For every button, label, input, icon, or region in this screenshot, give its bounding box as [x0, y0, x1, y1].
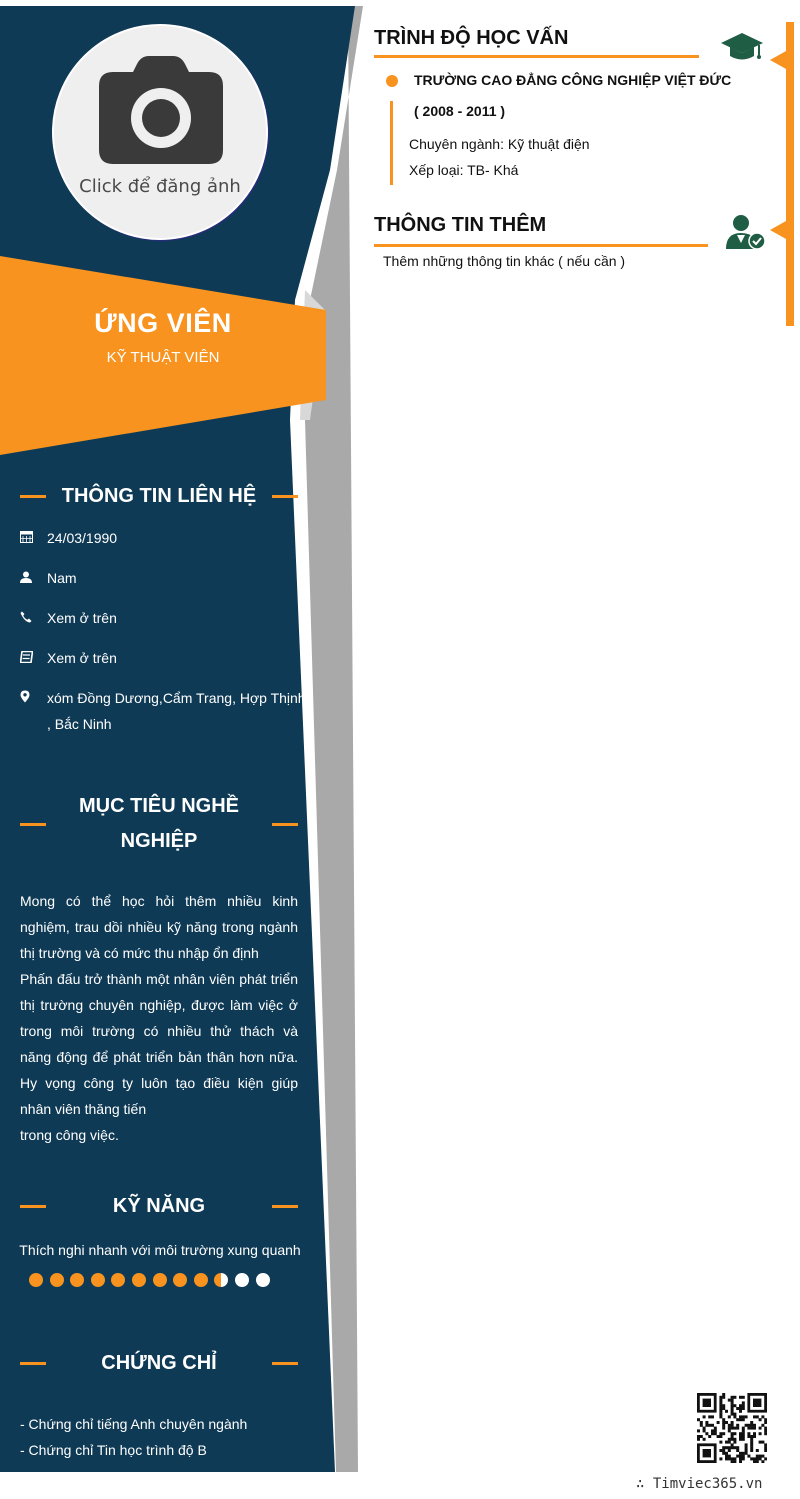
skills-heading-text: KỸ NĂNG	[112, 1195, 206, 1217]
phone-icon	[20, 608, 47, 626]
profile-photo-placeholder[interactable]	[52, 24, 268, 240]
heading-dash-left	[20, 823, 46, 826]
certificate-item: - Chứng chỉ tiếng Anh chuyên ngành	[20, 1416, 248, 1432]
education-years[interactable]: ( 2008 - 2011 )	[414, 103, 506, 119]
objective-paragraph: Mong có thể học hỏi thêm nhiều kinh nghiệm, trau dồi nhiều kỹ năng trong ngành thị trường và có mức thu nhập ổn định	[20, 893, 298, 961]
education-rule	[374, 55, 699, 58]
extra-rule	[374, 244, 708, 247]
certificates-heading-text: CHỨNG CHỈ	[101, 1352, 217, 1374]
contact-heading	[20, 479, 298, 514]
qr-code-icon[interactable]	[697, 1393, 767, 1463]
objective-paragraph: Phấn đấu trở thành một nhân viên phát triển thị trường chuyên nghiệp, được làm việc ở trong môi trường có nhiều thử thách và năng động để phát triển bản thân hơn nữa. Hy vọng công ty luôn tạo điều kiện giúp nhân viên thăng tiến	[20, 971, 298, 1117]
camera-icon	[97, 54, 225, 166]
candidate-role[interactable]: KỸ THUẬT VIÊN	[106, 349, 220, 366]
contact-address	[20, 688, 310, 737]
skill-dot-full	[132, 1273, 146, 1287]
contact-gender	[20, 568, 310, 608]
candidate-name-block	[0, 308, 326, 366]
objective-heading	[20, 789, 298, 859]
extra-text[interactable]: Thêm những thông tin khác ( nếu cần )	[383, 253, 626, 269]
education-major[interactable]: Chuyên ngành: Kỹ thuật điện	[409, 136, 590, 152]
objective-text[interactable]	[20, 888, 298, 1148]
email-icon	[20, 648, 47, 666]
contact-birthday	[20, 528, 310, 568]
calendar-icon	[20, 528, 47, 546]
heading-dash-left	[20, 1362, 46, 1365]
candidate-name[interactable]: ỨNG VIÊN	[94, 308, 232, 338]
skill-name[interactable]: Thích nghi nhanh với môi trường xung quanh	[19, 1242, 301, 1258]
upload-photo-label: Click để đăng ảnh	[79, 176, 241, 197]
graduation-cap-icon	[720, 32, 764, 64]
skill-rating[interactable]	[29, 1273, 276, 1287]
education-timeline-line	[390, 101, 393, 185]
heading-dash-left	[20, 1205, 46, 1208]
contact-email-text[interactable]: Xem ở trên	[47, 650, 117, 666]
certificate-item: - Chứng chỉ Tin học trình độ B	[20, 1442, 207, 1458]
right-accent-pointer	[770, 51, 786, 69]
contact-gender-text[interactable]: Nam	[47, 570, 77, 586]
skill-dot-full	[29, 1273, 43, 1287]
certificates-heading	[20, 1346, 298, 1381]
contact-email	[20, 648, 310, 688]
skill-dot-full	[70, 1273, 84, 1287]
heading-dash-left	[20, 495, 46, 498]
user-check-icon	[726, 214, 766, 250]
heading-dash-right	[272, 1205, 298, 1208]
certificates-list[interactable]	[20, 1411, 247, 1463]
contact-address-text[interactable]: xóm Đồng Dương,Cẩm Trang, Hợp Thịnh , Bắc Ninh	[47, 690, 306, 732]
skill-dot-full	[153, 1273, 167, 1287]
skill-dot-full	[194, 1273, 208, 1287]
heading-dash-right	[272, 495, 298, 498]
objective-paragraph: trong công việc.	[20, 1127, 119, 1143]
skill-dot-empty	[235, 1273, 249, 1287]
skill-dot-full	[91, 1273, 105, 1287]
skill-dot-half	[214, 1273, 228, 1287]
skill-dot-full	[50, 1273, 64, 1287]
contact-birthday-text[interactable]: 24/03/1990	[47, 530, 118, 546]
skill-dot-full	[111, 1273, 125, 1287]
skills-heading	[20, 1189, 298, 1224]
skill-dot-full	[173, 1273, 187, 1287]
extra-heading: THÔNG TIN THÊM	[374, 214, 547, 236]
contact-phone	[20, 608, 310, 648]
contact-list	[20, 528, 310, 737]
heading-dash-right	[272, 1362, 298, 1365]
education-grade[interactable]: Xếp loại: TB- Khá	[409, 162, 519, 178]
education-heading: TRÌNH ĐỘ HỌC VẤN	[374, 27, 569, 49]
education-school[interactable]: TRƯỜNG CAO ĐẲNG CÔNG NGHIỆP VIỆT ĐỨC	[414, 72, 732, 88]
objective-heading-text: MỤC TIÊU NGHỀ NGHIỆP	[79, 795, 239, 852]
contact-phone-text[interactable]: Xem ở trên	[47, 610, 117, 626]
contact-heading-text: THÔNG TIN LIÊN HỆ	[61, 485, 257, 507]
right-accent-bar	[786, 22, 794, 326]
location-icon	[20, 688, 47, 706]
skill-dot-empty	[256, 1273, 270, 1287]
right-accent-pointer	[770, 221, 786, 239]
education-bullet	[386, 75, 398, 87]
watermark: ∴ Timviec365.vn	[636, 1476, 763, 1492]
user-icon	[20, 568, 47, 586]
heading-dash-right	[272, 823, 298, 826]
